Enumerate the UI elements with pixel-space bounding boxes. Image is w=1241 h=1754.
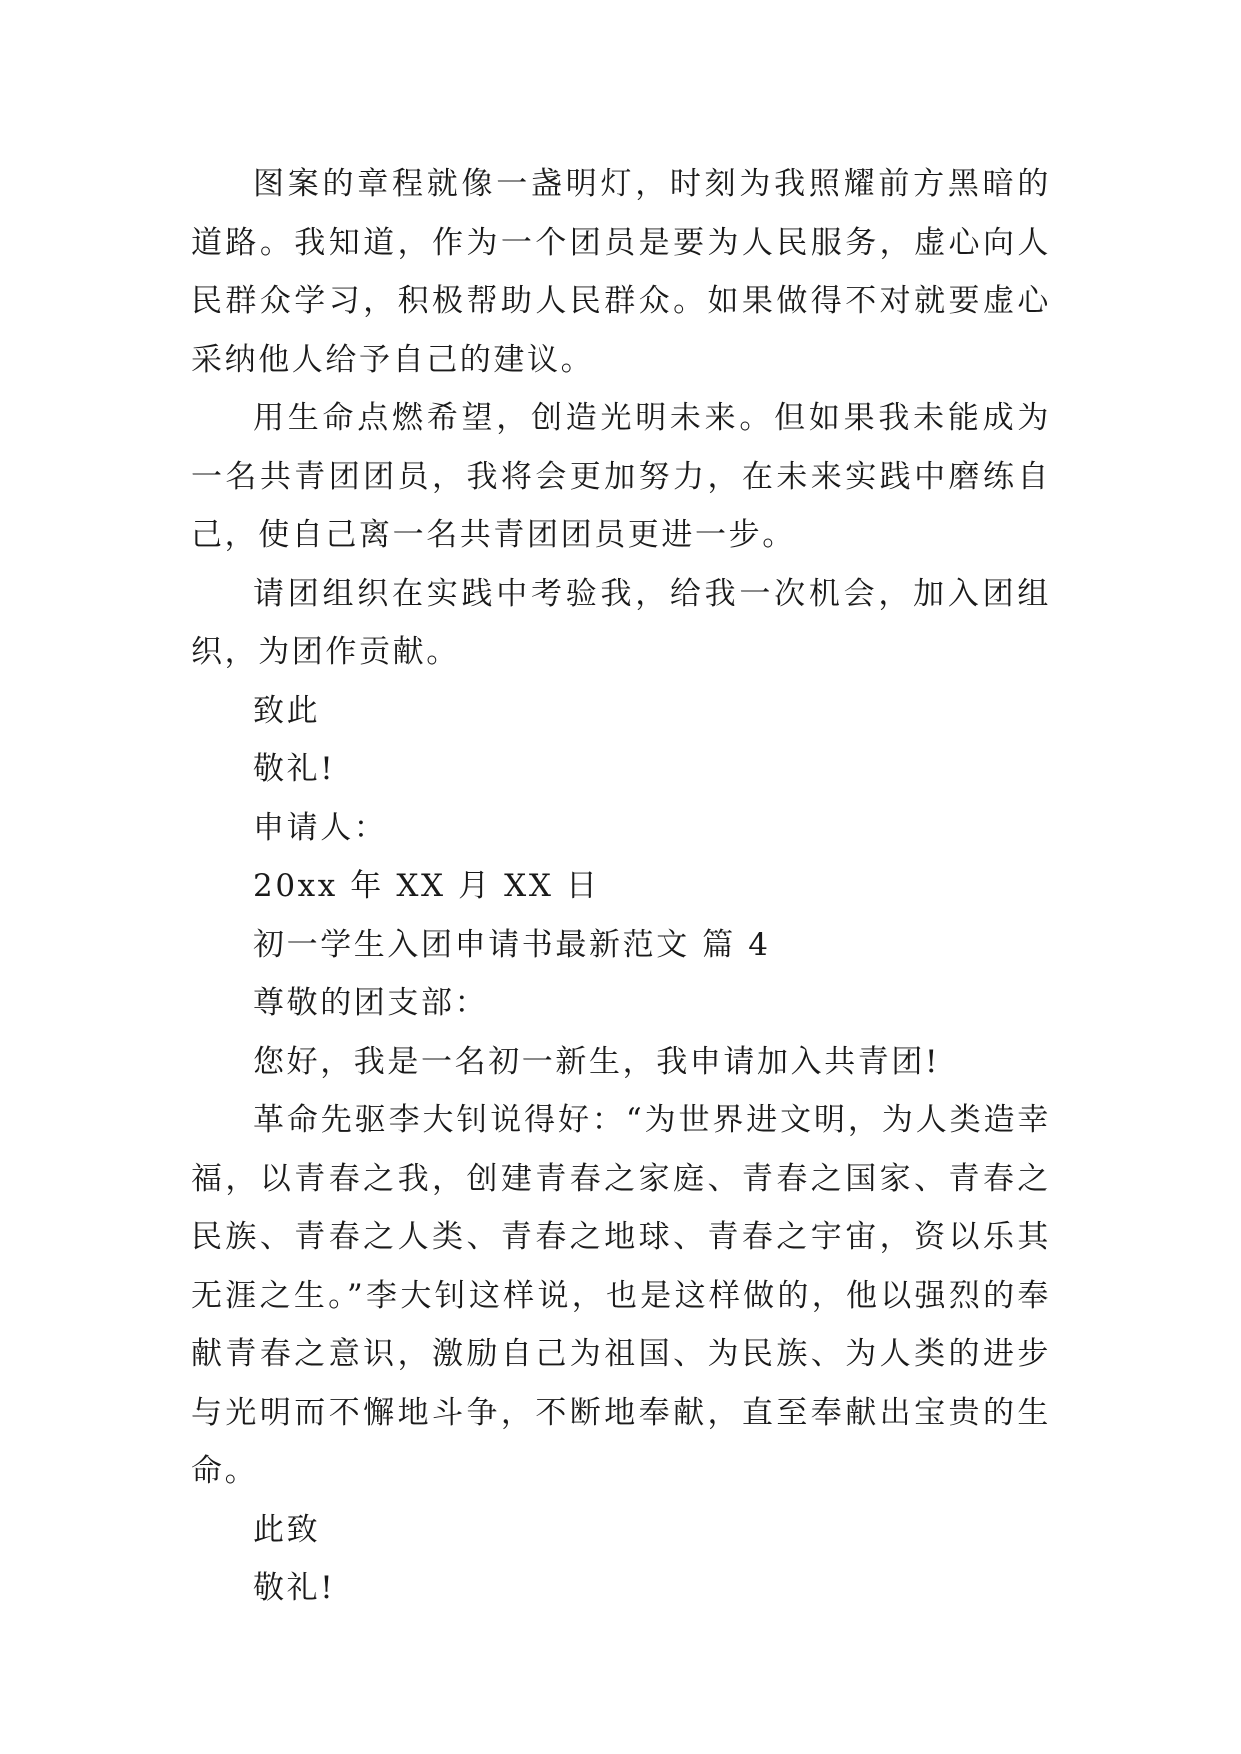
section-title: 初一学生入团申请书最新范文 篇 4 xyxy=(253,926,771,963)
greeting-line: 您好，我是一名初一新生，我申请加入共青团! xyxy=(253,1043,941,1080)
closing-line: 致此 xyxy=(253,692,321,729)
quote-paragraph: 革命先驱李大钊说得好：“为世界进文明，为人类造幸福，以青春之我，创建青春之家庭、青春之国家、青春之民族、青春之人类、青春之地球、青春之宇宙，资以乐其无涯之生。”李大钊这样说，也是这样做的，他以强烈的奉献青春之意识，激励自己为祖国、为民族、为人类的进步与光明而不懈地斗争，不断地奉献，直至奉献出宝贵的生命。 xyxy=(191,1102,1051,1489)
date-line: 20xx 年 XX 月 XX 日 xyxy=(253,868,600,904)
body-paragraph: 请团组织在实践中考验我，给我一次机会，加入团组织，为团作贡献。 xyxy=(191,575,1051,670)
applicant-label: 申请人： xyxy=(253,809,388,846)
salute-line: 敬礼! xyxy=(253,1570,336,1606)
closing-line: 此致 xyxy=(253,1511,321,1548)
body-paragraph: 图案的章程就像一盏明灯，时刻为我照耀前方黑暗的道路。我知道，作为一个团员是要为人民服务，虚心向人民群众学习，积极帮助人民群众。如果做得不对就要虚心采纳他人给予自己的建议。 xyxy=(191,166,1051,378)
body-paragraph: 用生命点燃希望，创造光明未来。但如果我未能成为一名共青团团员，我将会更加努力，在未来实践中磨练自己，使自己离一名共青团团员更进一步。 xyxy=(191,400,1051,553)
salute-line: 敬礼! xyxy=(253,751,336,787)
addressee-line: 尊敬的团支部： xyxy=(253,985,489,1021)
document-body xyxy=(191,155,1051,1618)
